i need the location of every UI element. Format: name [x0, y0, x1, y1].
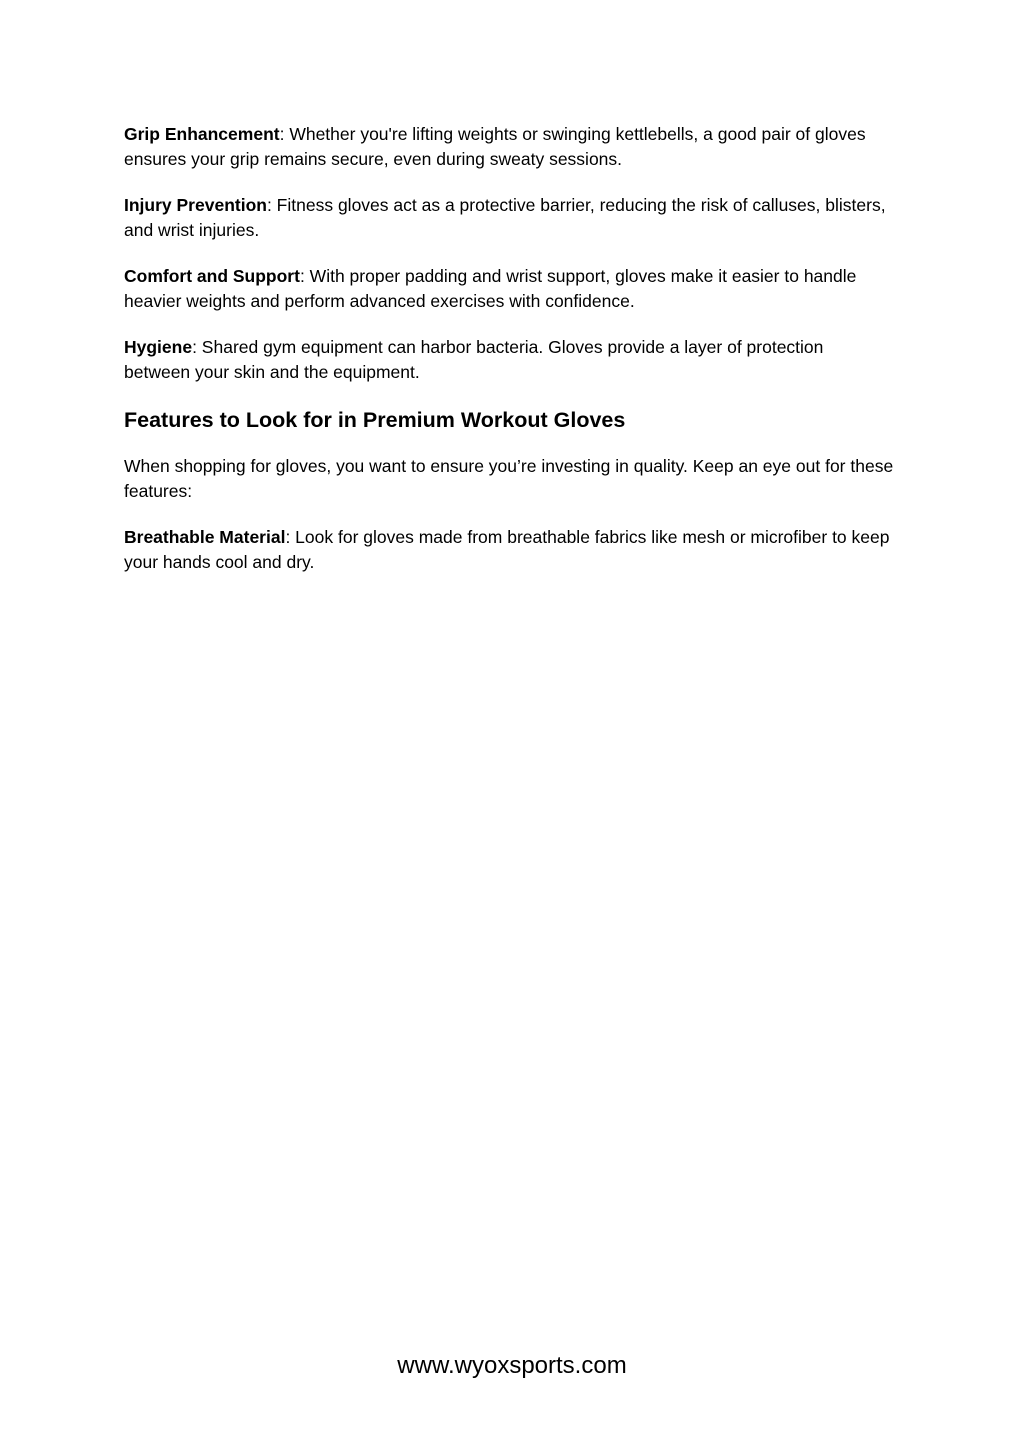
section-heading: Features to Look for in Premium Workout Gloves	[124, 408, 626, 432]
benefit-text: : With proper padding and wrist support, gloves make it easier to handle heavier weights and perform advanced exercises with confidence.	[124, 266, 857, 311]
feature-breathable-material	[124, 525, 894, 575]
benefit-hygiene	[124, 335, 894, 385]
benefit-term: Comfort and Support	[124, 266, 300, 286]
feature-term: Breathable Material	[124, 527, 286, 547]
benefit-term: Grip Enhancement	[124, 124, 280, 144]
benefit-comfort-and-support	[124, 264, 894, 314]
benefit-grip-enhancement	[124, 122, 894, 172]
benefit-injury-prevention	[124, 193, 894, 243]
benefit-text: : Shared gym equipment can harbor bacteria. Gloves provide a layer of protection between your skin and the equipment.	[124, 337, 824, 382]
section-intro: When shopping for gloves, you want to ensure you’re investing in quality. Keep an eye out for these features:	[124, 456, 894, 501]
benefit-term: Hygiene	[124, 337, 193, 357]
document-body	[124, 122, 894, 596]
benefit-text: : Fitness gloves act as a protective barrier, reducing the risk of calluses, blisters, and wrist injuries.	[124, 195, 886, 240]
benefit-term: Injury Prevention	[124, 195, 267, 215]
footer-website: www.wyoxsports.com	[397, 1352, 627, 1379]
feature-text: : Look for gloves made from breathable fabrics like mesh or microfiber to keep your hands cool and dry.	[124, 527, 890, 572]
benefit-text: : Whether you're lifting weights or swinging kettlebells, a good pair of gloves ensures your grip remains secure, even during sweaty sessions.	[124, 124, 866, 169]
